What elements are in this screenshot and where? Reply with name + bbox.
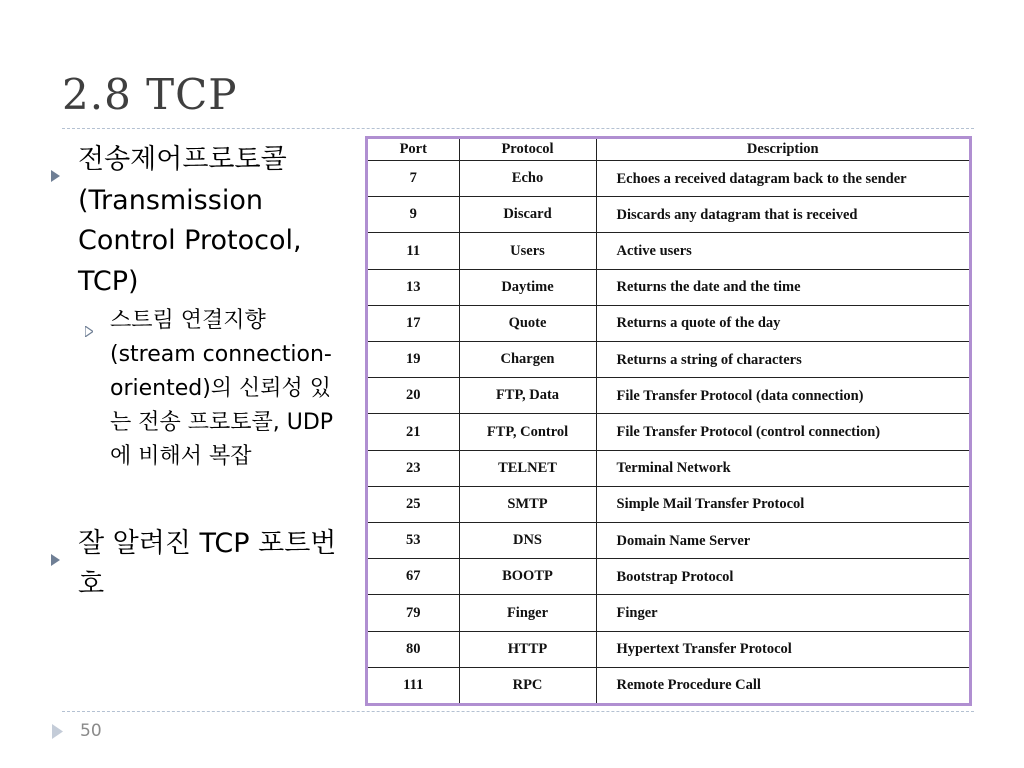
protocol-cell: Quote xyxy=(459,305,596,341)
bullet-item xyxy=(45,140,345,302)
bullet-item xyxy=(45,524,345,605)
port-cell: 67 xyxy=(368,559,459,595)
description-cell: Returns the date and the time xyxy=(596,269,969,305)
description-cell: File Transfer Protocol (control connection) xyxy=(596,414,969,450)
table-row xyxy=(368,161,969,197)
bullet-arrow-icon xyxy=(85,314,93,348)
table-row xyxy=(368,559,969,595)
protocol-cell: RPC xyxy=(459,667,596,703)
footer-arrow-icon xyxy=(52,724,63,743)
port-cell: 9 xyxy=(368,197,459,233)
port-cell: 79 xyxy=(368,595,459,631)
table-row xyxy=(368,342,969,378)
port-cell: 23 xyxy=(368,450,459,486)
protocol-cell: Echo xyxy=(459,161,596,197)
protocol-cell: DNS xyxy=(459,523,596,559)
port-cell: 111 xyxy=(368,667,459,703)
table-row xyxy=(368,523,969,559)
table-row xyxy=(368,450,969,486)
description-cell: File Transfer Protocol (data connection) xyxy=(596,378,969,414)
protocol-cell: Finger xyxy=(459,595,596,631)
port-cell: 13 xyxy=(368,269,459,305)
table-header-row xyxy=(368,139,969,161)
bullet-list xyxy=(45,140,345,605)
table-row xyxy=(368,378,969,414)
port-cell: 53 xyxy=(368,523,459,559)
table-row xyxy=(368,631,969,667)
column-header-port: Port xyxy=(368,139,459,161)
table-row xyxy=(368,595,969,631)
protocol-cell: Discard xyxy=(459,197,596,233)
tcp-port-table-frame xyxy=(365,136,972,706)
description-cell: Returns a quote of the day xyxy=(596,305,969,341)
description-cell: Returns a string of characters xyxy=(596,342,969,378)
title-divider xyxy=(62,128,974,129)
port-cell: 20 xyxy=(368,378,459,414)
description-cell: Finger xyxy=(596,595,969,631)
column-header-description: Description xyxy=(596,139,969,161)
description-cell: Simple Mail Transfer Protocol xyxy=(596,486,969,522)
slide-title: 2.8 TCP xyxy=(62,70,238,119)
port-cell: 11 xyxy=(368,233,459,269)
table-row xyxy=(368,305,969,341)
protocol-cell: HTTP xyxy=(459,631,596,667)
description-cell: Active users xyxy=(596,233,969,269)
footer-divider xyxy=(62,711,974,712)
description-cell: Domain Name Server xyxy=(596,523,969,559)
protocol-cell: SMTP xyxy=(459,486,596,522)
protocol-cell: Users xyxy=(459,233,596,269)
sub-bullet-text: 스트림 연결지향(stream connection-oriented)의 신뢰성 있는 전송 프로토콜, UDP에 비해서 복잡 xyxy=(110,308,334,469)
protocol-cell: Chargen xyxy=(459,342,596,378)
bullet-arrow-icon xyxy=(51,538,60,579)
description-cell: Terminal Network xyxy=(596,450,969,486)
bullet-text: 전송제어프로토콜(Transmission Control Protocol, TCP) xyxy=(78,144,302,297)
description-cell: Remote Procedure Call xyxy=(596,667,969,703)
description-cell: Hypertext Transfer Protocol xyxy=(596,631,969,667)
bullet-arrow-icon xyxy=(51,154,60,195)
table-row xyxy=(368,197,969,233)
protocol-cell: BOOTP xyxy=(459,559,596,595)
table-row xyxy=(368,667,969,703)
port-cell: 19 xyxy=(368,342,459,378)
port-cell: 80 xyxy=(368,631,459,667)
protocol-cell: FTP, Control xyxy=(459,414,596,450)
protocol-cell: Daytime xyxy=(459,269,596,305)
sub-bullet-item xyxy=(45,304,345,474)
port-cell: 25 xyxy=(368,486,459,522)
protocol-cell: FTP, Data xyxy=(459,378,596,414)
slide-number: 50 xyxy=(80,721,102,741)
tcp-port-table xyxy=(368,139,969,703)
table-row xyxy=(368,269,969,305)
description-cell: Bootstrap Protocol xyxy=(596,559,969,595)
table-row xyxy=(368,414,969,450)
protocol-cell: TELNET xyxy=(459,450,596,486)
port-cell: 17 xyxy=(368,305,459,341)
table-row xyxy=(368,486,969,522)
table-row xyxy=(368,233,969,269)
column-header-protocol: Protocol xyxy=(459,139,596,161)
description-cell: Echoes a received datagram back to the sender xyxy=(596,161,969,197)
port-cell: 21 xyxy=(368,414,459,450)
description-cell: Discards any datagram that is received xyxy=(596,197,969,233)
bullet-text: 잘 알려진 TCP 포트번호 xyxy=(78,528,337,600)
port-cell: 7 xyxy=(368,161,459,197)
